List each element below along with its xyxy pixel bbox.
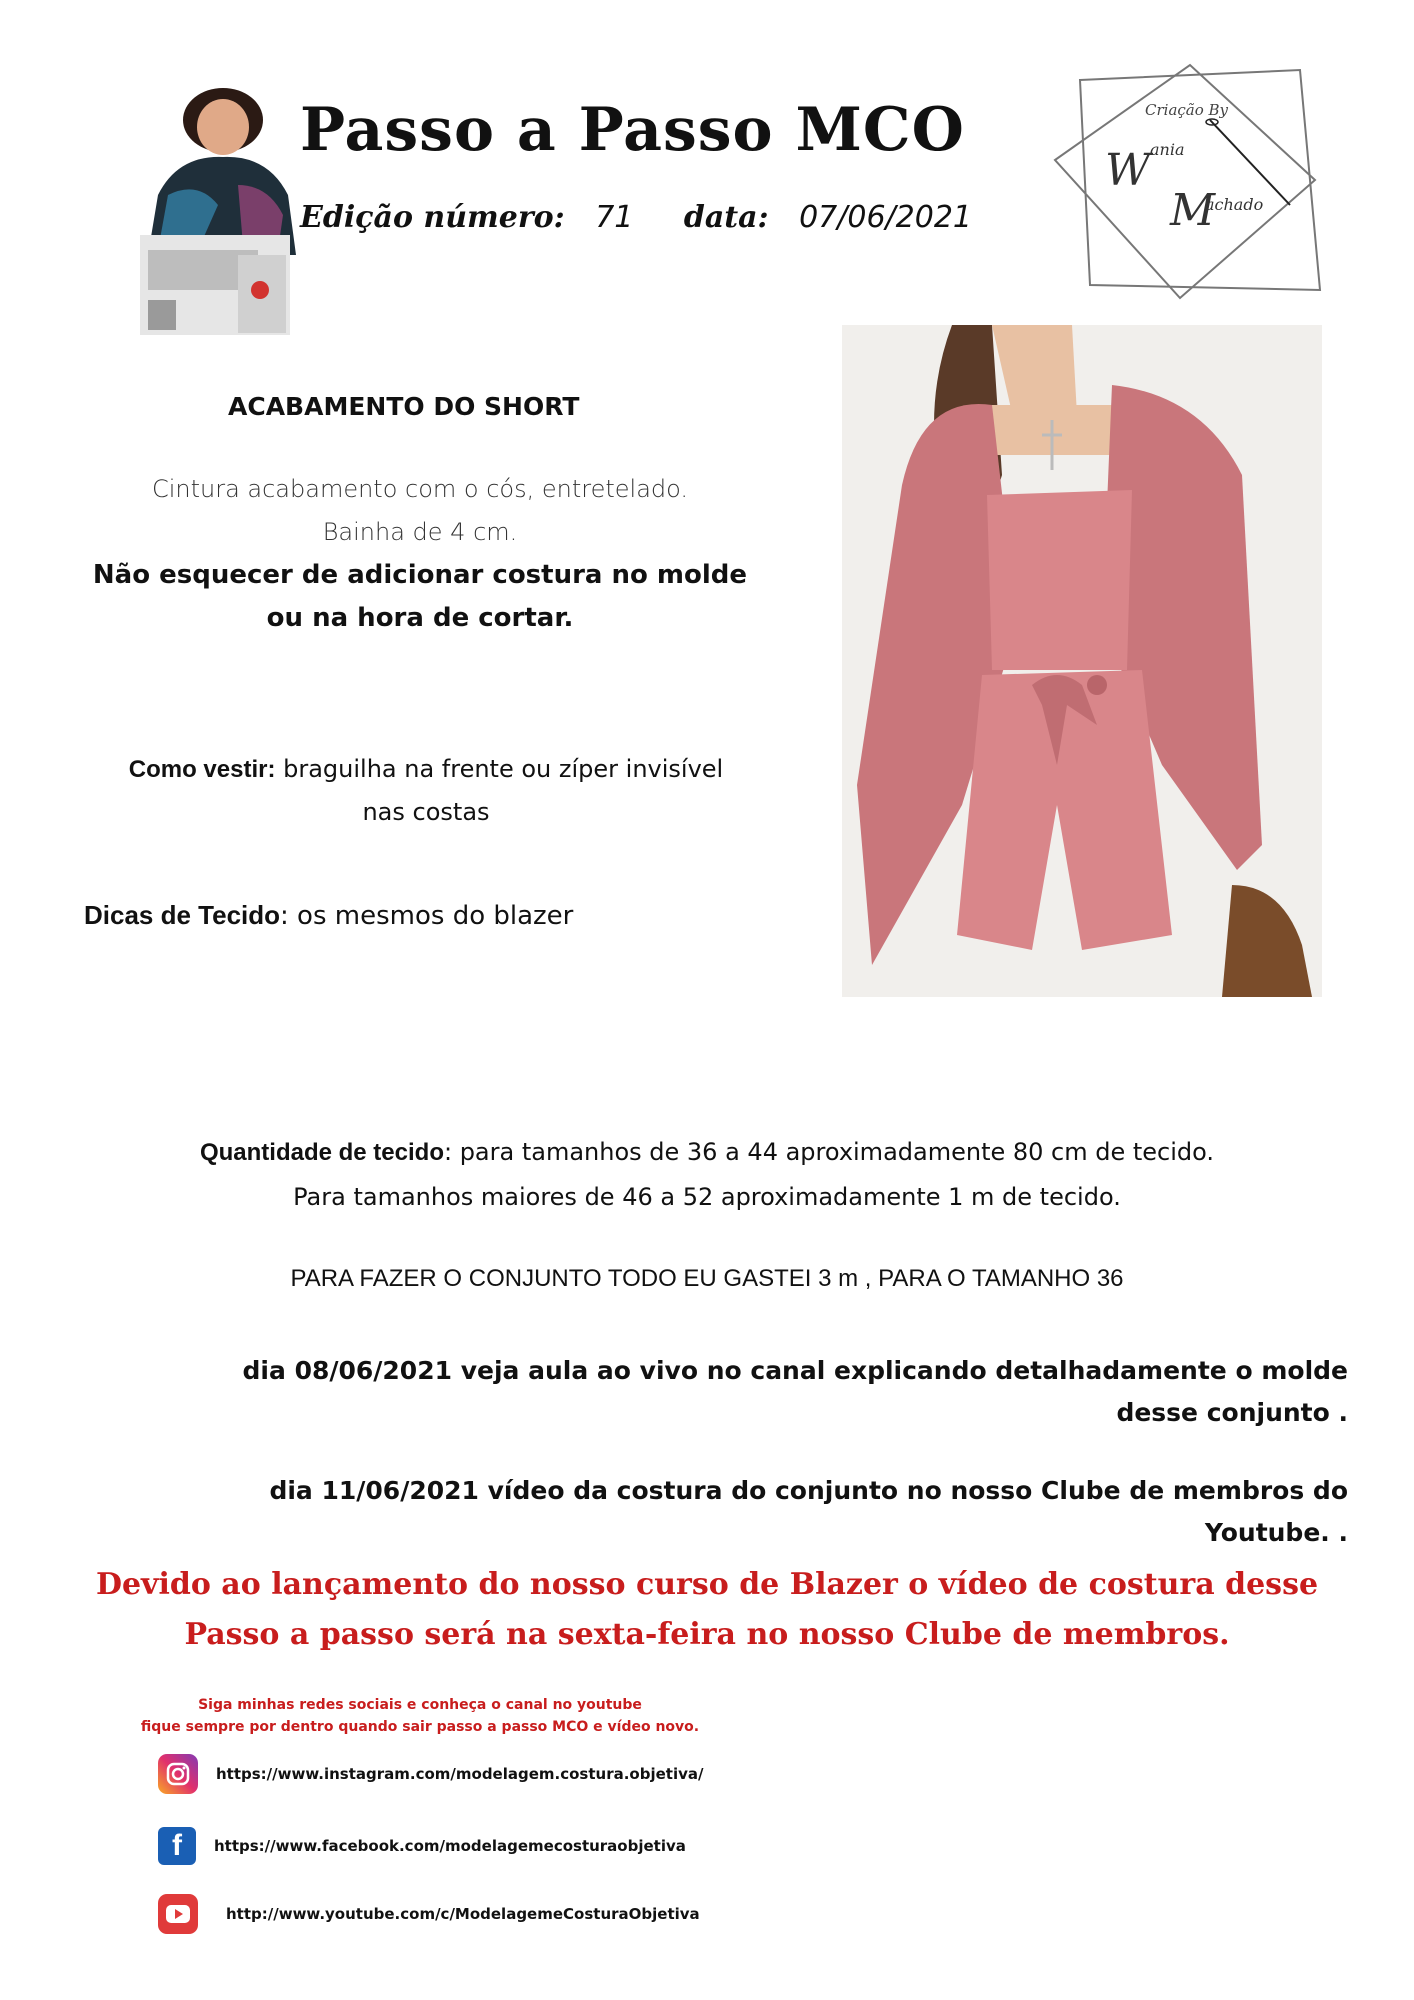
live-class-line1: dia 08/06/2021 veja aula ao vivo no canal explicando detalhadamente o molde	[242, 1356, 1348, 1385]
instagram-url[interactable]: https://www.instagram.com/modelagem.costura.objetiva/	[216, 1765, 704, 1783]
social-intro	[100, 1694, 740, 1738]
live-class-line2: desse conjunto .	[1116, 1398, 1348, 1427]
launch-notice-line2: Passo a passo será na sexta-feira no nosso Clube de membros.	[184, 1617, 1230, 1652]
facebook-link-row[interactable]	[158, 1824, 686, 1868]
author-photo	[128, 85, 303, 335]
fabric-tips	[84, 900, 573, 931]
logo-name-last: achado	[1205, 195, 1264, 214]
fabric-quantity	[40, 1130, 1374, 1219]
instagram-icon[interactable]	[158, 1754, 198, 1794]
total-fabric-used: PARA FAZER O CONJUNTO TODO EU GASTEI 3 m , PARA O TAMANHO 36	[290, 1265, 1124, 1292]
seam-reminder-line1: Não esquecer de adicionar costura no molde	[92, 560, 748, 590]
youtube-url[interactable]: http://www.youtube.com/c/ModelagemeCosturaObjetiva	[226, 1905, 700, 1923]
date-value: 07/06/2021	[799, 200, 973, 235]
live-class-note	[100, 1350, 1348, 1434]
waist-finish-text: Cintura acabamento com o cós, entretelado.	[151, 475, 689, 503]
fabric-quantity-text2: Para tamanhos maiores de 46 a 52 aproximadamente 1 m de tecido.	[293, 1183, 1121, 1211]
edition-label: Edição número:	[300, 200, 565, 235]
how-to-wear	[76, 748, 776, 833]
social-intro-line2: fique sempre por dentro quando sair passo a passo MCO e vídeo novo.	[140, 1719, 700, 1735]
how-to-wear-label: Como vestir:	[128, 756, 276, 783]
section-title: ACABAMENTO DO SHORT	[228, 392, 580, 421]
sewing-video-line1: dia 11/06/2021 vídeo da costura do conjunto no nosso Clube de membros do	[269, 1476, 1348, 1505]
page-title: Passo a Passo MCO	[300, 95, 965, 165]
youtube-link-row[interactable]	[158, 1892, 700, 1936]
launch-notice	[40, 1560, 1374, 1660]
logo-name-first: ania	[1150, 140, 1185, 159]
logo-initial-w: W	[1105, 145, 1151, 196]
facebook-url[interactable]: https://www.facebook.com/modelagemecosturaobjetiva	[214, 1837, 686, 1855]
logo-initial-m: M	[1170, 185, 1216, 236]
sewing-video-note	[100, 1470, 1348, 1554]
sewing-video-line2: Youtube. .	[1204, 1518, 1348, 1547]
outfit-photo	[842, 325, 1322, 997]
edition-info	[300, 200, 1012, 235]
instagram-link-row[interactable]	[158, 1752, 703, 1796]
brand-logo	[1050, 60, 1330, 305]
fabric-quantity-label: Quantidade de tecido	[199, 1139, 444, 1166]
date-label: data:	[683, 200, 769, 235]
launch-notice-line1: Devido ao lançamento do nosso curso de Blazer o vídeo de costura desse	[95, 1567, 1319, 1602]
edition-number: 71	[595, 200, 634, 235]
social-intro-line1: Siga minhas redes sociais e conheça o canal no youtube	[198, 1697, 642, 1713]
how-to-wear-text2: nas costas	[362, 798, 490, 826]
facebook-icon[interactable]: f	[158, 1827, 196, 1865]
logo-top-text: Criação By	[1145, 101, 1229, 119]
fabric-tips-text: : os mesmos do blazer	[280, 901, 574, 931]
youtube-icon[interactable]	[158, 1894, 198, 1934]
hem-text: Bainha de 4 cm.	[322, 518, 518, 546]
fabric-quantity-text1: : para tamanhos de 36 a 44 aproximadamente 80 cm de tecido.	[443, 1138, 1215, 1166]
needle-icon	[1210, 120, 1290, 205]
how-to-wear-text1: braguilha na frente ou zíper invisível	[283, 755, 724, 783]
fabric-tips-label: Dicas de Tecido	[84, 900, 281, 930]
seam-reminder-line2: ou na hora de cortar.	[266, 603, 574, 633]
